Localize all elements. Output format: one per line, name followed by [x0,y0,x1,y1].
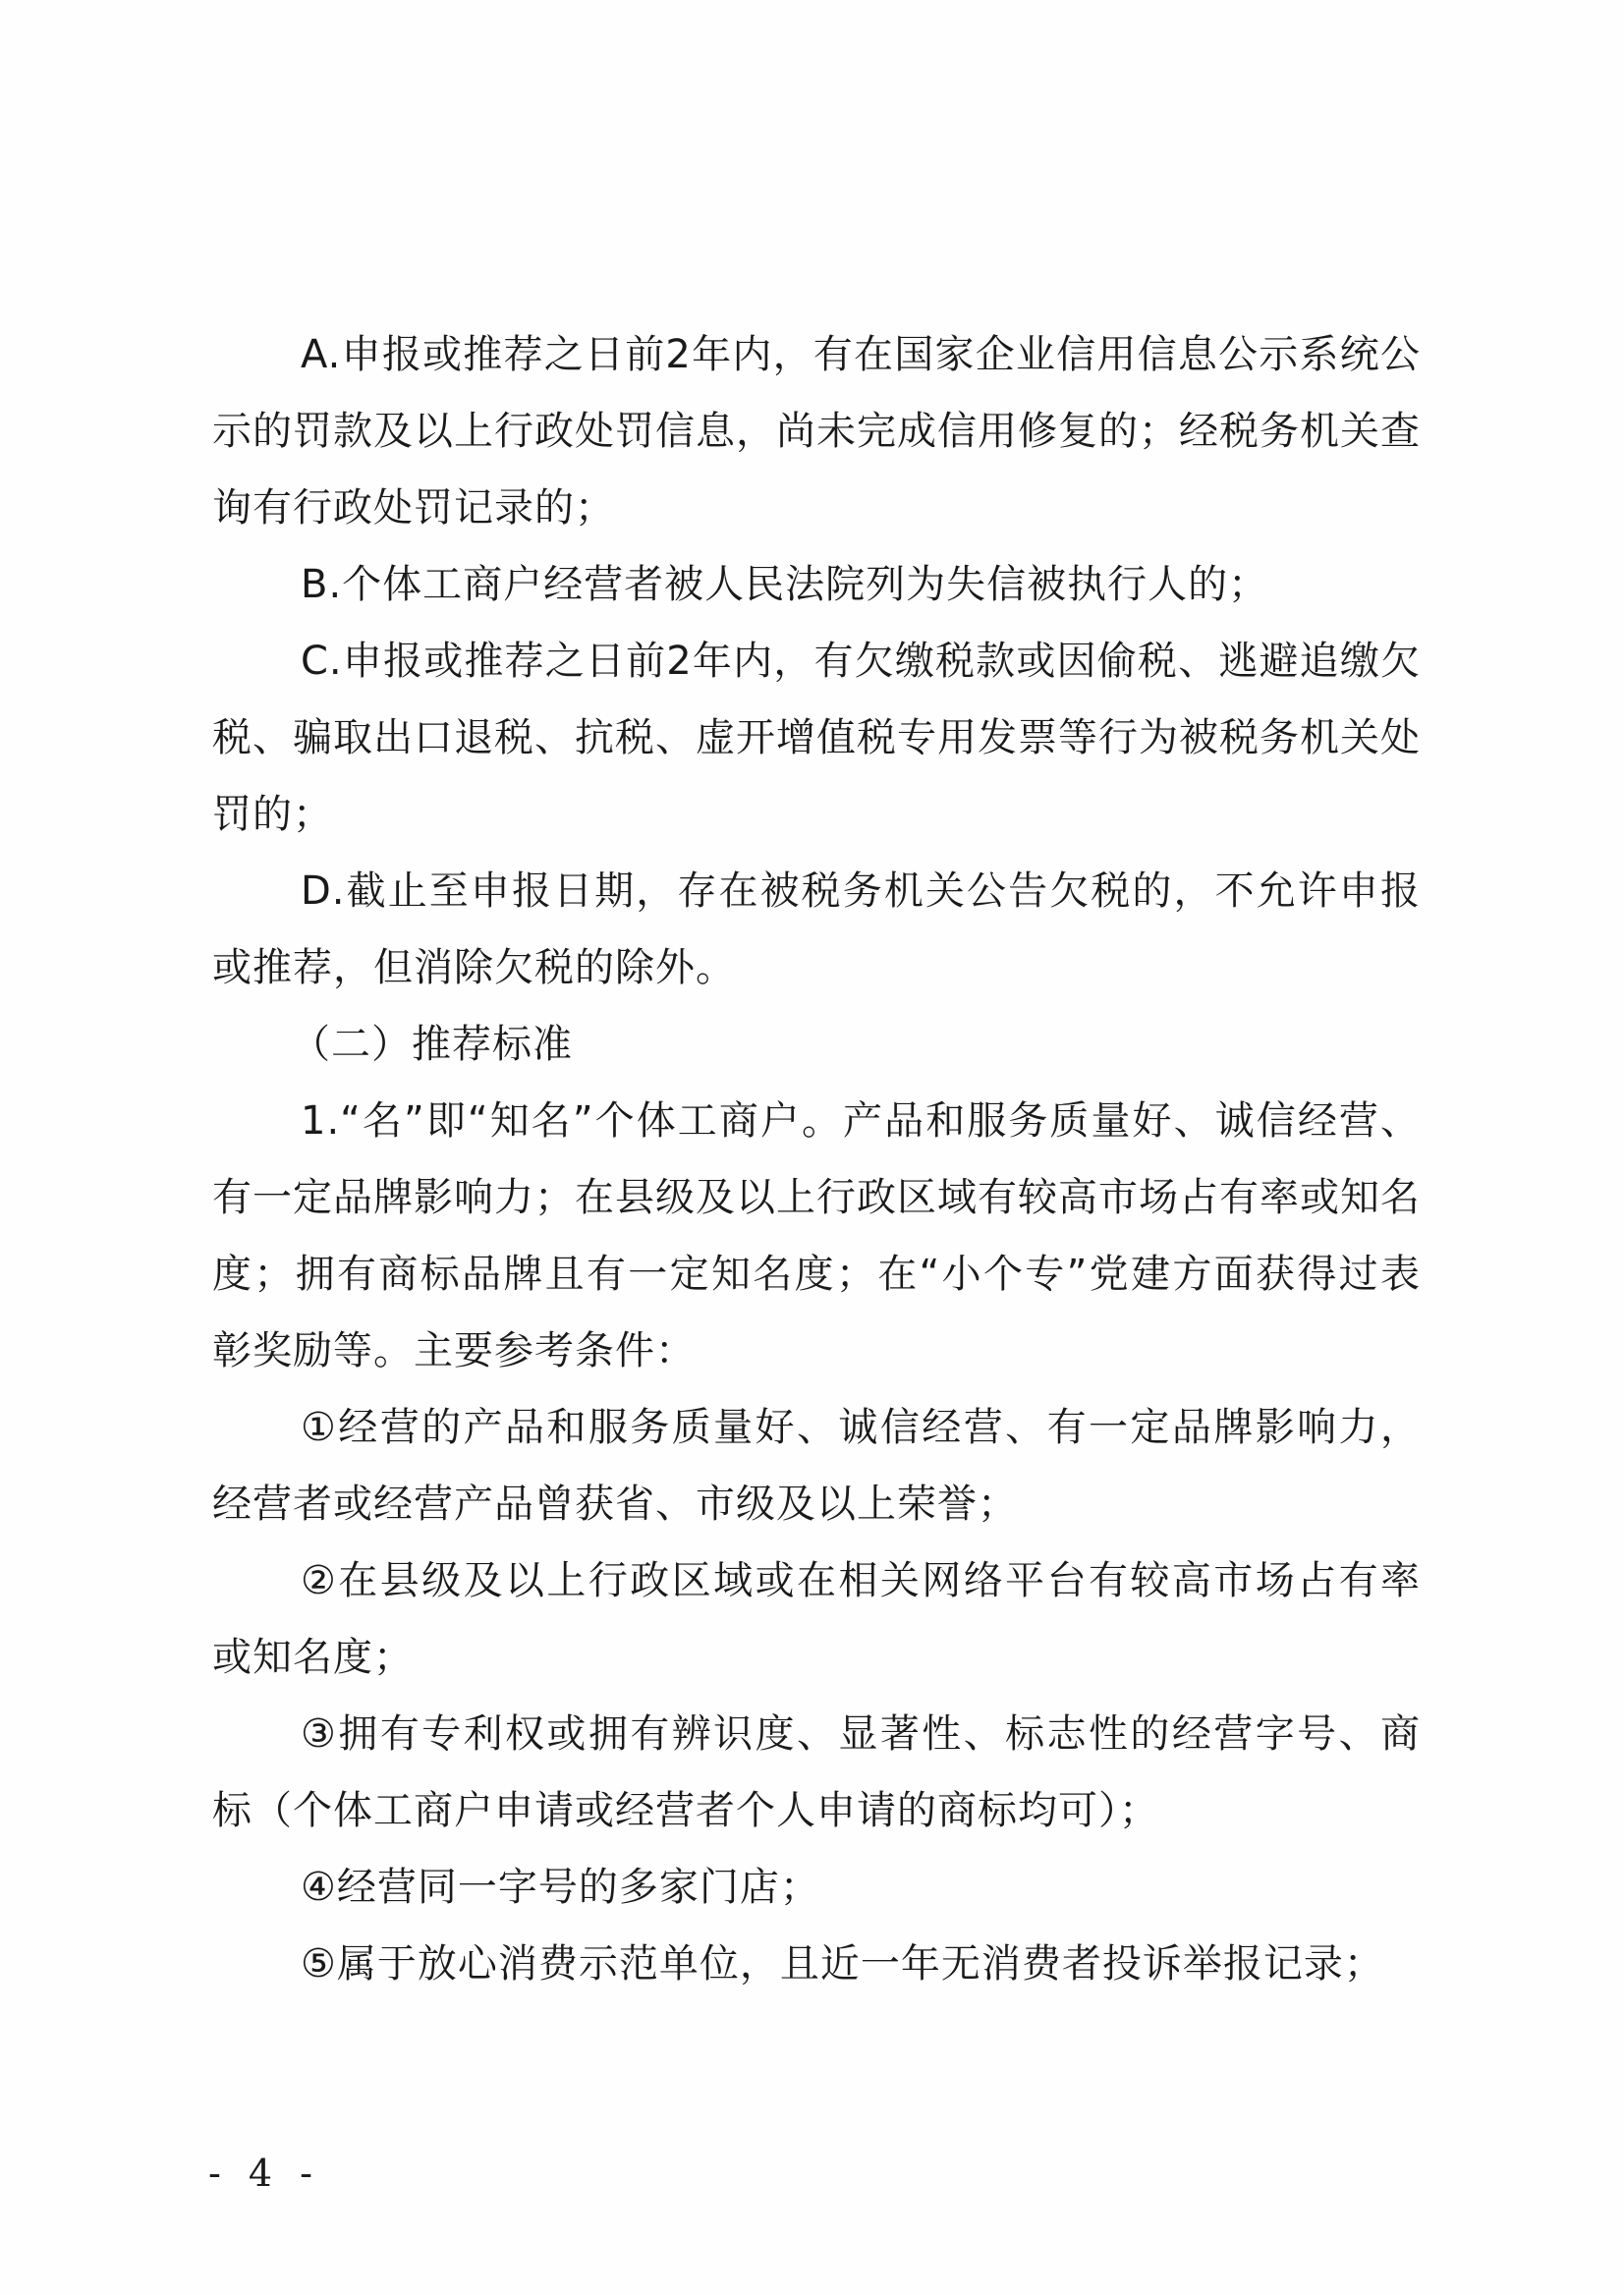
standard-item-4: ④经营同一字号的多家门店； [301,1865,820,1910]
standard-item-2: ②在县级及以上行政区域或在相关网络平台有较高市场占有率或知名度； [212,1558,1421,1680]
standard-1: 1.“名”即“知名”个体工商户。产品和服务质量好、诚信经营、有一定品牌影响力；在县级及以上行政区域有较高市场占有率或知名度；拥有商标品牌且有一定知名度；在“小个专”党建方面获得过表彰奖励等。主要参考条件： [212,1098,1421,1373]
page-number: - 4 - [208,2152,321,2195]
standard-item-3: ③拥有专利权或拥有辨识度、显著性、标志性的经营字号、商标（个体工商户申请或经营者个人申请的商标均可）； [212,1711,1421,1833]
standard-item-1: ①经营的产品和服务质量好、诚信经营、有一定品牌影响力，经营者或经营产品曾获省、市级及以上荣誉； [212,1405,1421,1527]
paragraph-c: C.申报或推荐之日前2年内，有欠缴税款或因偷税、逃避追缴欠税、骗取出口退税、抗税、虚开增值税专用发票等行为被税务机关处罚的； [212,639,1421,837]
paragraph-a: A.申报或推荐之日前2年内，有在国家企业信用信息公示系统公示的罚款及以上行政处罚信息，尚未完成信用修复的；经税务机关查询有行政处罚记录的； [212,332,1421,531]
paragraph-d: D.截止至申报日期，存在被税务机关公告欠税的，不允许申报或推荐，但消除欠税的除外。 [212,868,1421,990]
section-heading: （二）推荐标准 [291,1022,573,1067]
document-body [212,316,1421,2002]
paragraph-b: B.个体工商户经营者被人民法院列为失信被执行人的； [301,562,1269,607]
standard-item-5: ⑤属于放心消费示范单位，且近一年无消费者投诉举报记录； [301,1941,1384,1987]
